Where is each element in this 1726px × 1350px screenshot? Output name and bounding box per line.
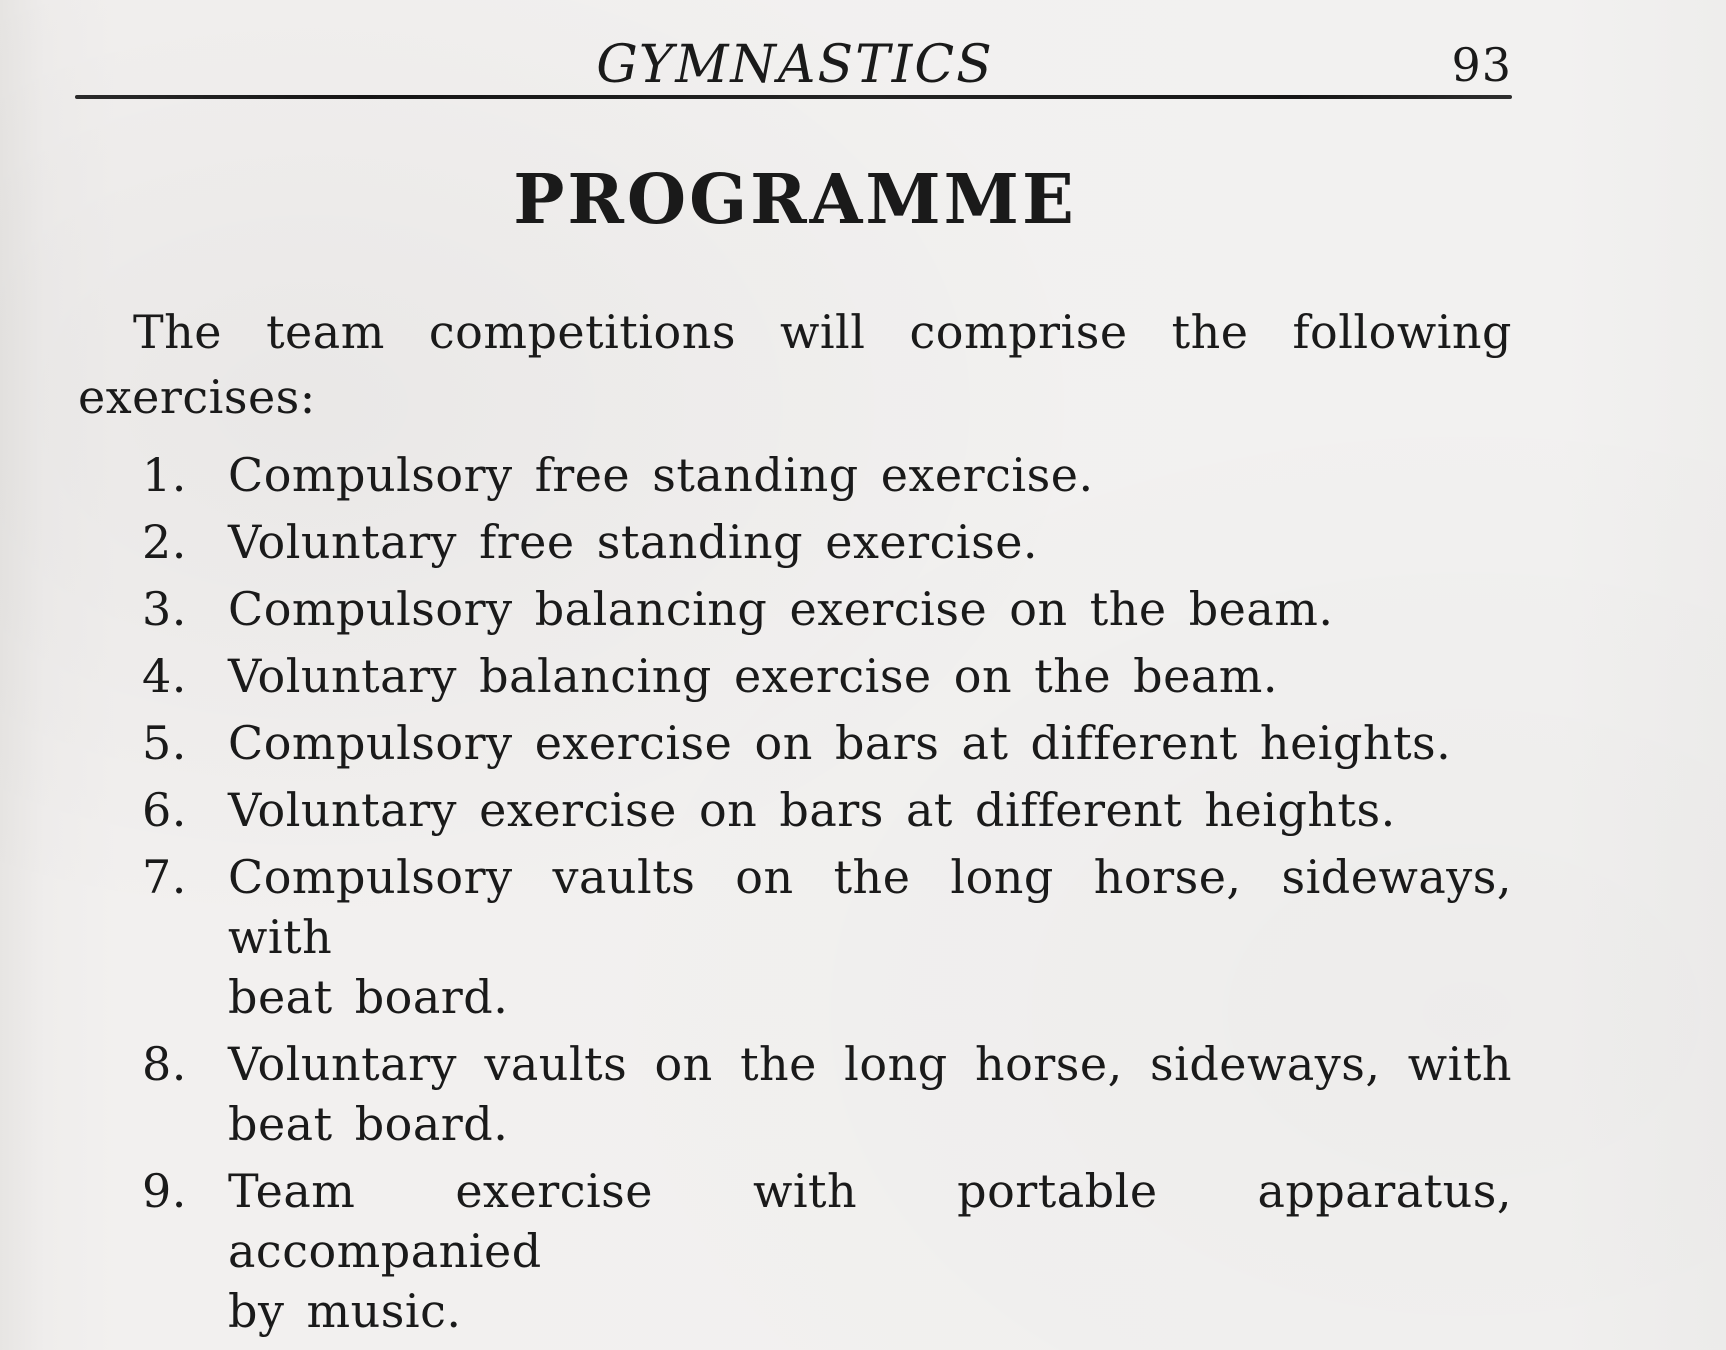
item-number: 4. — [142, 649, 187, 703]
intro-paragraph — [78, 300, 1512, 430]
exercise-item-2 — [78, 512, 1512, 572]
exercise-item-8 — [78, 1034, 1512, 1154]
item-number: 1. — [142, 448, 187, 502]
exercise-item-1 — [78, 445, 1512, 505]
exercise-item-4 — [78, 646, 1512, 706]
item-text: Voluntary vaults on the long horse, sideways, with — [228, 1037, 1512, 1091]
item-number: 7. — [142, 850, 187, 904]
item-number: 9. — [142, 1164, 187, 1218]
item-number: 8. — [142, 1037, 187, 1091]
item-number: 5. — [142, 716, 187, 770]
exercise-item-6 — [78, 780, 1512, 840]
exercise-item-3 — [78, 579, 1512, 639]
intro-line: exercises: — [78, 370, 316, 424]
item-text: Voluntary free standing exercise. — [228, 515, 1039, 569]
item-text: Voluntary exercise on bars at different heights. — [228, 783, 1396, 837]
header-divider-rule — [75, 95, 1512, 99]
running-title: GYMNASTICS — [596, 35, 994, 95]
exercise-item-9 — [78, 1161, 1512, 1341]
item-number: 6. — [142, 783, 187, 837]
item-text-continuation: beat board. — [228, 1097, 509, 1151]
item-text: Compulsory balancing exercise on the beam. — [228, 582, 1334, 636]
page-number: 93 — [1451, 38, 1512, 92]
exercise-list — [78, 445, 1512, 1348]
item-text-continuation: by music. — [228, 1284, 462, 1338]
item-text: Compulsory exercise on bars at different heights. — [228, 716, 1452, 770]
exercise-item-7 — [78, 847, 1512, 1027]
page-title: PROGRAMME — [513, 160, 1077, 240]
intro-line: The team competitions will comprise the following — [133, 305, 1512, 359]
item-text-continuation: beat board. — [228, 970, 509, 1024]
item-number: 2. — [142, 515, 187, 569]
item-text: Team exercise with portable apparatus, accompanied — [228, 1164, 1512, 1278]
item-text: Voluntary balancing exercise on the beam. — [228, 649, 1279, 703]
item-text: Compulsory free standing exercise. — [228, 448, 1094, 502]
item-text: Compulsory vaults on the long horse, sideways, with — [228, 850, 1512, 964]
item-number: 3. — [142, 582, 187, 636]
exercise-item-5 — [78, 713, 1512, 773]
page-header — [78, 34, 1512, 96]
